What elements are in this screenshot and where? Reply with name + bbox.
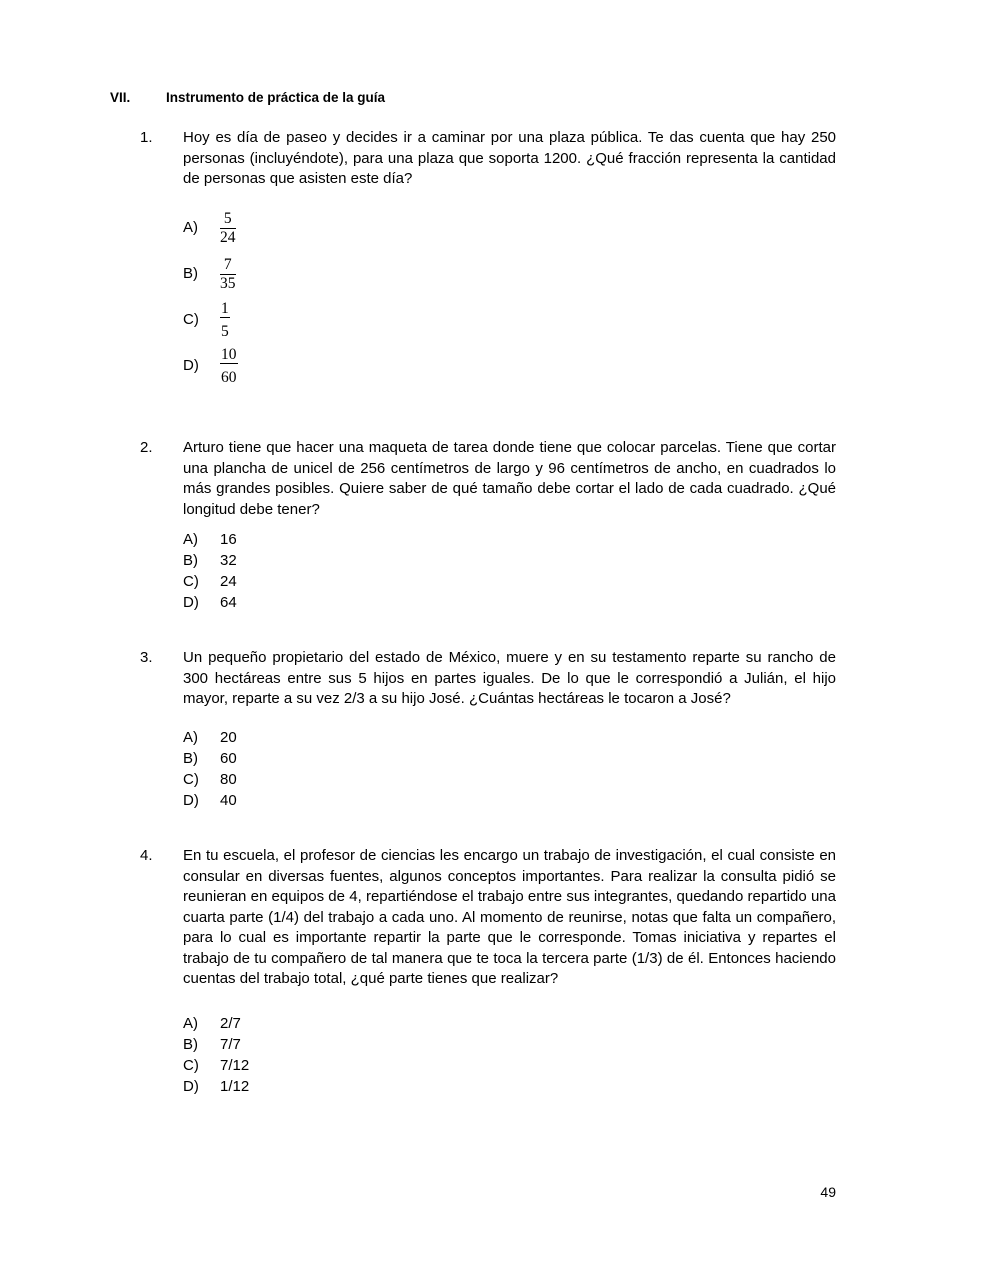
option-value: 40: [220, 792, 237, 809]
option-letter: B): [183, 750, 198, 767]
option-a[interactable]: [183, 727, 237, 748]
option-letter: B): [183, 552, 198, 569]
option-letter: D): [183, 792, 199, 809]
option-b[interactable]: [183, 748, 237, 769]
question-text: Arturo tiene que hacer una maqueta de tarea donde tiene que colocar parcelas. Tiene que cortar una plancha de unicel de 256 centímetros de largo y 96 centímetros de ancho, en cuadrados lo más grandes posibles. Quiere saber de qué tamaño debe cortar el lado de cada cuadrado. ¿Qué longitud debe tener?: [183, 439, 836, 518]
option-letter: A): [183, 729, 198, 746]
option-d[interactable]: [183, 790, 237, 811]
option-value: 64: [220, 594, 237, 611]
option-value: 32: [220, 552, 237, 569]
option-d[interactable]: [183, 343, 238, 389]
option-c[interactable]: [183, 571, 237, 592]
question-number: 2.: [140, 439, 153, 456]
option-value: 20: [220, 729, 237, 746]
option-value: 2/7: [220, 1015, 241, 1032]
question-number: 1.: [140, 129, 153, 146]
option-c[interactable]: [183, 297, 238, 343]
fraction-numerator: 1: [221, 300, 229, 317]
fraction-1-5: [220, 301, 230, 339]
section-heading: [110, 89, 850, 107]
fraction-7-35: [220, 257, 236, 291]
option-a[interactable]: [183, 1013, 249, 1034]
fraction-numerator: 5: [220, 211, 236, 229]
option-a[interactable]: [183, 205, 238, 251]
option-c[interactable]: [183, 1055, 249, 1076]
option-letter: D): [183, 357, 199, 374]
option-letter: C): [183, 771, 199, 788]
question-4: [140, 846, 836, 990]
question-3-options: [183, 727, 237, 811]
option-d[interactable]: [183, 592, 237, 613]
option-value: 1/12: [220, 1078, 250, 1095]
question-3: [140, 648, 836, 710]
option-letter: B): [183, 265, 198, 282]
question-number: 4.: [140, 847, 153, 864]
option-b[interactable]: [183, 1034, 249, 1055]
fraction-10-60: [220, 347, 238, 385]
question-number: 3.: [140, 649, 153, 666]
question-1-options: [183, 205, 238, 389]
option-c[interactable]: [183, 769, 237, 790]
section-number: VII.: [110, 90, 131, 105]
fraction-denominator: 24: [220, 228, 236, 246]
option-letter: D): [183, 594, 199, 611]
option-letter: C): [183, 1057, 199, 1074]
fraction-5-24: [220, 211, 236, 245]
fraction-denominator: 60: [221, 368, 237, 386]
option-letter: B): [183, 1036, 198, 1053]
option-value: 80: [220, 771, 237, 788]
option-letter: A): [183, 531, 198, 548]
question-2-options: [183, 529, 237, 613]
option-letter: C): [183, 311, 199, 328]
option-d[interactable]: [183, 1076, 249, 1097]
question-text: Hoy es día de paseo y decides ir a caminar por una plaza pública. Te das cuenta que hay 250 personas (incluyéndote), para una plaza que soporta 1200. ¿Qué fracción representa la cantidad de personas que asisten este día?: [183, 129, 836, 187]
option-value: 7/7: [220, 1036, 241, 1053]
page-number: 49: [820, 1184, 836, 1200]
option-letter: C): [183, 573, 199, 590]
option-value: 60: [220, 750, 237, 767]
option-letter: A): [183, 219, 198, 236]
option-letter: A): [183, 1015, 198, 1032]
option-value: 24: [220, 573, 237, 590]
fraction-numerator: 10: [221, 346, 237, 363]
option-value: 16: [220, 531, 237, 548]
fraction-denominator: 35: [220, 274, 236, 292]
option-letter: D): [183, 1078, 199, 1095]
question-2: [140, 438, 836, 520]
option-b[interactable]: [183, 550, 237, 571]
fraction-denominator: 5: [221, 322, 229, 340]
option-a[interactable]: [183, 529, 237, 550]
question-text: En tu escuela, el profesor de ciencias les encargo un trabajo de investigación, el cual consiste en consular en diversas fuentes, algunos conceptos importantes. Para realizar la consulta pidió se reunieran en equipos de 4, repartiéndose el trabajo entre sus integrantes, quedando repartido una cuarta parte (1/4) del trabajo a cada uno. Al momento de reunirse, notas que falta un compañero, para lo cual es importante repartir la parte que le corresponde. Tomas iniciativa y repartes el trabajo de tu compañero de tal manera que te toca la tercera parte (1/3) de él. Entonces haciendo cuentas del trabajo total, ¿qué parte tienes que realizar?: [183, 847, 836, 987]
question-1: [140, 128, 836, 190]
question-4-options: [183, 1013, 249, 1097]
option-b[interactable]: [183, 251, 238, 297]
question-text: Un pequeño propietario del estado de México, muere y en su testamento reparte su rancho de 300 hectáreas entre sus 5 hijos en partes iguales. De lo que le correspondió a Julián, el hijo mayor, reparte a su vez 2/3 a su hijo José. ¿Cuántas hectáreas le tocaron a José?: [183, 649, 836, 707]
option-value: 7/12: [220, 1057, 250, 1074]
fraction-numerator: 7: [220, 257, 236, 275]
section-title: Instrumento de práctica de la guía: [166, 90, 386, 105]
